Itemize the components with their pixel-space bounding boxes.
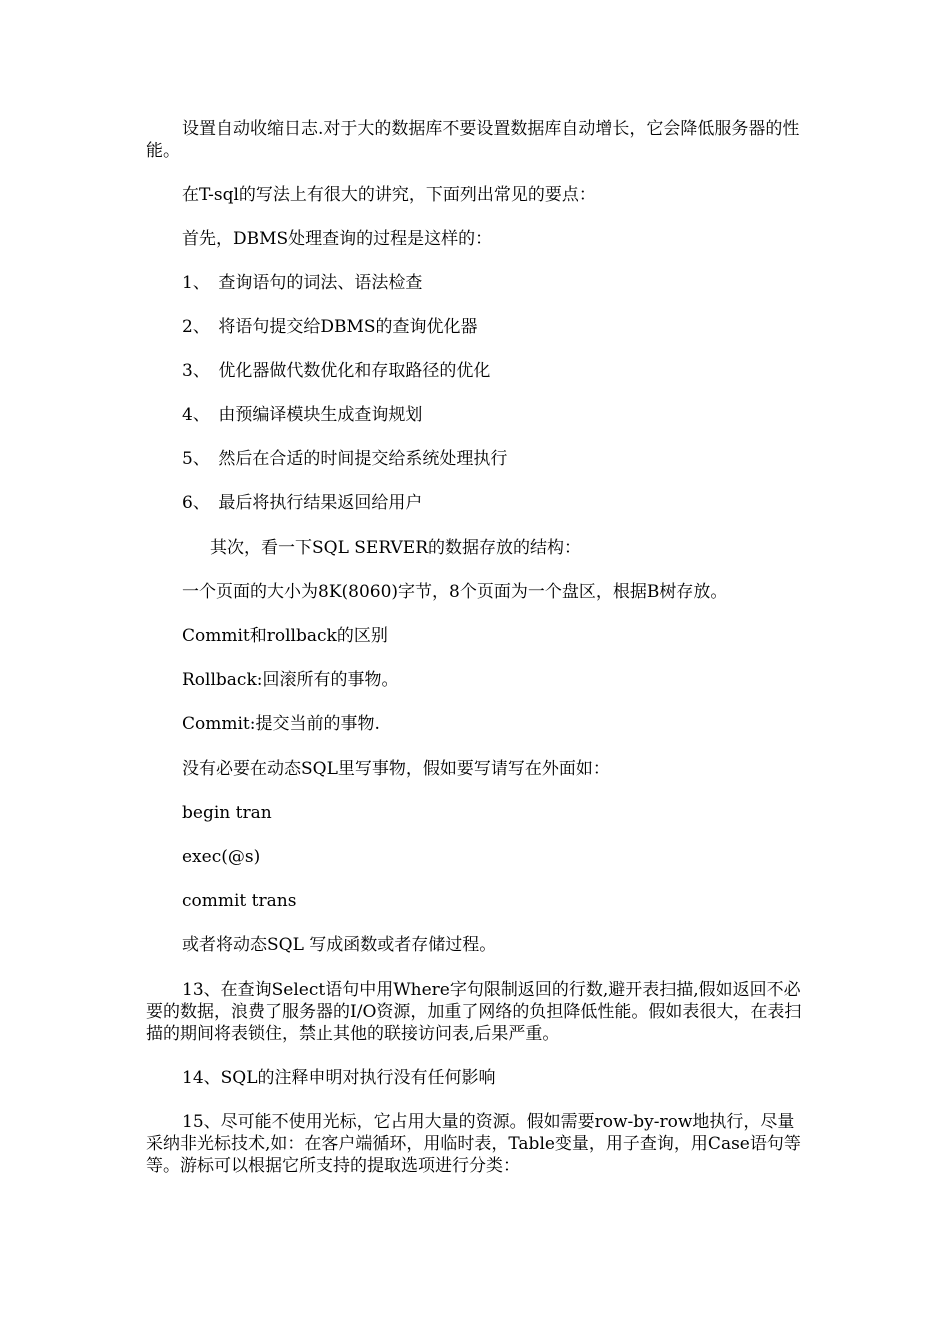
- paragraph-item-13: 13、在查询Select语句中用Where字句限制返回的行数,避开表扫描,假如返回不必要的数据，浪费了服务器的I/O资源，加重了网络的负担降低性能。假如表很大，在表扫描的期间将表锁住，禁止其他的联接访问表,后果严重。: [146, 980, 802, 1044]
- list-item-2: 2、 将语句提交给DBMS的查询优化器: [182, 317, 478, 337]
- list-item-4: 4、 由预编译模块生成查询规划: [182, 405, 423, 425]
- code-commit-trans: commit trans: [182, 891, 297, 911]
- code-begin-tran: begin tran: [182, 803, 272, 823]
- paragraph-commit-rollback: Commit和rollback的区别: [182, 626, 388, 646]
- paragraph-item-14: 14、SQL的注释申明对执行没有任何影响: [182, 1068, 496, 1088]
- paragraph-page-size: 一个页面的大小为8K(8060)字节，8个页面为一个盘区，根据B树存放。: [182, 582, 728, 602]
- paragraph-commit: Commit:提交当前的事物.: [182, 714, 380, 734]
- paragraph-tsql-intro: 在T-sql的写法上有很大的讲究，下面列出常见的要点：: [182, 185, 596, 205]
- paragraph-function-procedure: 或者将动态SQL 写成函数或者存储过程。: [182, 935, 497, 955]
- code-exec: exec(@s): [182, 847, 261, 867]
- paragraph-storage-structure: 其次，看一下SQL SERVER的数据存放的结构：: [210, 538, 582, 558]
- list-item-5: 5、 然后在合适的时间提交给系统处理执行: [182, 449, 508, 469]
- paragraph-auto-shrink-log: 设置自动收缩日志.对于大的数据库不要设置数据库自动增长，它会降低服务器的性能。: [146, 119, 800, 161]
- paragraph-dynamic-sql: 没有必要在动态SQL里写事物，假如要写请写在外面如：: [182, 759, 610, 779]
- paragraph-dbms-process: 首先，DBMS处理查询的过程是这样的：: [182, 229, 493, 249]
- list-item-6: 6、 最后将执行结果返回给用户: [182, 493, 423, 513]
- paragraph-item-15: 15、尽可能不使用光标，它占用大量的资源。假如需要row-by-row地执行，尽量采纳非光标技术,如：在客户端循环，用临时表，Table变量，用子查询，用Case语句等等。游标可以根据它所支持的提取选项进行分类：: [146, 1112, 801, 1176]
- list-item-3: 3、 优化器做代数优化和存取路径的优化: [182, 361, 491, 381]
- list-item-1: 1、 查询语句的词法、语法检查: [182, 273, 423, 293]
- paragraph-rollback: Rollback:回滚所有的事物。: [182, 670, 399, 690]
